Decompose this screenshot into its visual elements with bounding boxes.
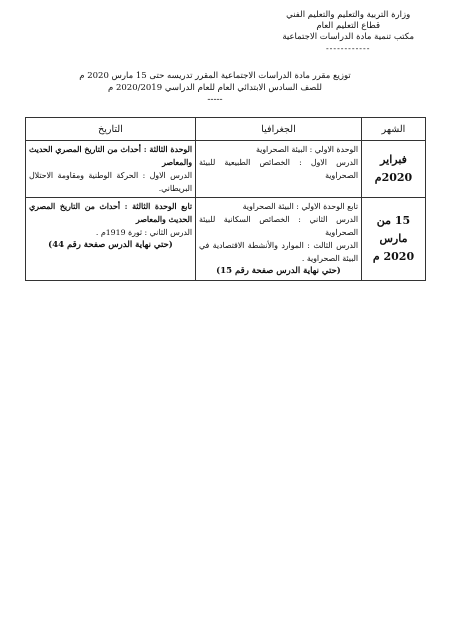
ministry-name: وزارة التربية والتعليم والتعليم الفني	[286, 10, 411, 20]
geography-cell	[196, 141, 362, 198]
sector-name: قطاع التعليم العام	[316, 21, 381, 31]
title-line-1: توزيع مقرر مادة الدراسات الاجتماعية المقرر تدريسه حتى 15 مارس 2020 م	[79, 71, 351, 81]
office-name: مكتب تنمية مادة الدراسات الاجتماعية	[282, 32, 414, 42]
header-block	[282, 10, 414, 54]
title-block	[60, 70, 370, 104]
table-header-row	[26, 118, 426, 141]
history-end-note: (حتي نهاية الدرس صفحة رقم 44)	[48, 240, 173, 250]
header-geography: الجغرافيا	[196, 118, 362, 141]
month-cell: 15 من مارس 2020 م	[362, 198, 426, 281]
month-cell: فبراير 2020م	[362, 141, 426, 198]
geography-line: الدرس الاول : الخصائص الطبيعية للبيئة الصحراوية	[199, 158, 358, 180]
geography-line: الدرس الثالث : الموارد والأنشطة الاقتصادية في البيئة الصحراوية .	[199, 241, 358, 263]
title-dash: -----	[207, 95, 223, 105]
table-row	[26, 141, 426, 198]
history-line: الدرس الثاني : ثورة 1919م .	[95, 228, 192, 237]
curriculum-table	[25, 117, 426, 281]
geography-end-note: (حتي نهاية الدرس صفحة رقم 15)	[216, 266, 341, 276]
header-history: التاريخ	[26, 118, 196, 141]
history-line: تابع الوحدة الثالثة : أحداث من التاريخ المصري الحديث والمعاصر	[29, 202, 192, 224]
geography-cell	[196, 198, 362, 281]
history-line: الوحدة الثالثة : أحداث من التاريخ المصري الحديث والمعاصر	[29, 145, 192, 167]
history-line: الدرس الاول : الحركة الوطنية ومقاومة الاحتلال البريطاني.	[29, 171, 192, 193]
geography-line: تابع الوحدة الاولي : البيئة الصحراوية	[242, 202, 358, 211]
geography-line: الوحدة الاولي : البيئة الصحراوية	[255, 145, 358, 154]
history-cell	[26, 141, 196, 198]
geography-line: الدرس الثاني : الخصائص السكانية للبيئة الصحراوية	[199, 215, 358, 237]
table-row	[26, 198, 426, 281]
title-line-2: للصف السادس الابتدائي العام للعام الدراسي 2020/2019 م	[108, 83, 322, 93]
header-month: الشهر	[362, 118, 426, 141]
header-dots: ------------	[325, 44, 371, 53]
history-cell	[26, 198, 196, 281]
